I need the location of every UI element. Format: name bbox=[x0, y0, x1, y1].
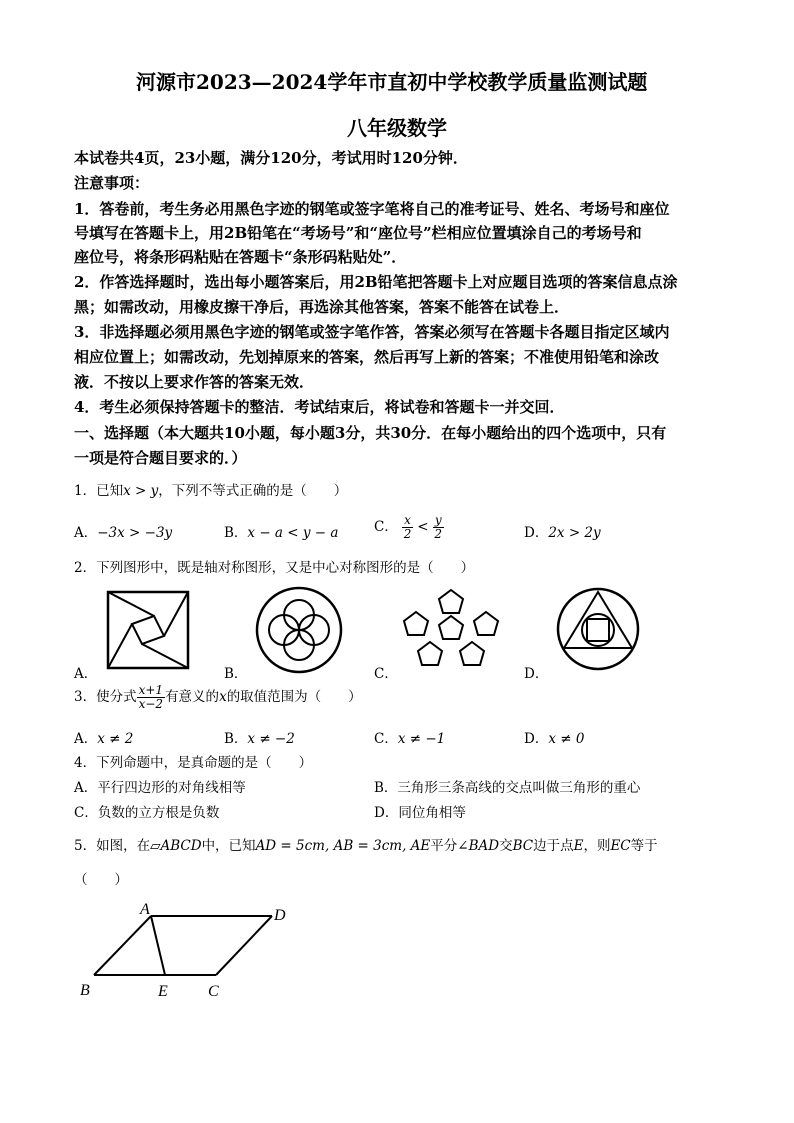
edge-ab bbox=[94, 916, 151, 975]
page-title: 河源市2023—2024学年市直初中学校教学质量监测试题 bbox=[136, 70, 648, 94]
q2-figure-d bbox=[555, 586, 641, 672]
q1-option-b: B．x − a < y − a bbox=[224, 525, 339, 541]
question-4-stem: 4．下列命题中，是真命题的是（ ） bbox=[74, 755, 313, 771]
q2-figure-c bbox=[402, 586, 500, 670]
question-3-stem: 3．使分式 $\frac{x+1}{x-2}$ 有意义的x的取值范围为（ ） bbox=[74, 683, 362, 711]
question-5-stem: 5．如图，在▱ABCD中，已知AD = 5cm, AB = 3cm, AE平分∠BAD交BC边于点E，则EC等于 bbox=[74, 838, 658, 854]
q4-option-a: A．平行四边形的对角线相等 bbox=[74, 780, 246, 796]
q3-option-d: D．x ≠ 0 bbox=[524, 731, 585, 747]
section-heading: 一、选择题（本大题共10小题，每小题3分，共30分．在每小题给出的四个选项中，只有 bbox=[74, 424, 667, 442]
label-e: E bbox=[158, 983, 168, 1000]
question-1-stem: 1．已知x > y，下列不等式正确的是（ ） bbox=[74, 483, 348, 499]
segment-ae bbox=[151, 916, 165, 975]
question-2-stem: 2．下列图形中，既是轴对称图形，又是中心对称图形的是（ ） bbox=[74, 560, 475, 576]
q3-option-a: A．x ≠ 2 bbox=[74, 731, 134, 747]
note-line: 4．考生必须保持答题卡的整洁．考试结束后，将试卷和答题卡一并交回． bbox=[74, 398, 565, 416]
q5-answer-blank: （ ） bbox=[74, 872, 128, 888]
edge-dc bbox=[216, 916, 272, 975]
section-heading: 一项是符合题目要求的．） bbox=[74, 449, 247, 467]
q4-option-d: D．同位角相等 bbox=[374, 805, 466, 821]
q1-option-d: D．2x > 2y bbox=[524, 525, 601, 541]
note-line: 相应位置上；如需改动，先划掉原来的答案，然后再写上新的答案；不准使用铅笔和涂改 bbox=[74, 348, 660, 366]
q2-label-b: B． bbox=[224, 666, 248, 682]
label-a: A bbox=[140, 901, 150, 918]
note-line: 液．不按以上要求作答的答案无效． bbox=[74, 373, 315, 391]
q5-parallelogram-figure bbox=[76, 896, 296, 1006]
note-line: 2．作答选择题时，选出每小题答案后，用2B铅笔把答题卡上对应题目选项的答案信息点涂 bbox=[74, 273, 678, 291]
note-line: 3．非选择题必须用黑色字迹的钢笔或签字笔作答，答案必须写在答题卡各题目指定区域内 bbox=[74, 323, 670, 341]
notice-heading: 注意事项： bbox=[74, 174, 150, 192]
label-c: C bbox=[208, 983, 219, 1000]
q2-figure-b bbox=[254, 585, 344, 675]
note-line: 号填写在答题卡上，用2B铅笔在“考场号”和“座位号”栏相应位置填涂自己的考场号和 bbox=[74, 224, 642, 242]
note-line: 1．答卷前，考生务必用黑色字迹的钢笔或签字笔将自己的准考证号、姓名、考场号和座位 bbox=[74, 200, 670, 218]
note-line: 黑；如需改动，用橡皮擦干净后，再选涂其他答案，答案不能答在试卷上． bbox=[74, 298, 570, 316]
q2-label-d: D． bbox=[524, 666, 549, 682]
label-d: D bbox=[274, 907, 286, 924]
note-line: 座位号，将条形码粘贴在答题卡“条形码粘贴处”． bbox=[74, 248, 407, 266]
q1-option-a: A．−3x > −3y bbox=[74, 525, 173, 541]
q2-label-c: C． bbox=[374, 666, 398, 682]
q3-option-c: C．x ≠ −1 bbox=[374, 731, 446, 747]
q4-option-c: C．负数的立方根是负数 bbox=[74, 805, 220, 821]
q3-option-b: B．x ≠ −2 bbox=[224, 731, 295, 747]
q1-option-c: C． $\frac{x}{2}$ < $\frac{y}{2}$ bbox=[374, 513, 443, 541]
q4-option-b: B．三角形三条高线的交点叫做三角形的重心 bbox=[374, 780, 641, 796]
page-subtitle: 八年级数学 bbox=[347, 116, 447, 140]
intro-line: 本试卷共4页，23小题，满分120分，考试用时120分钟． bbox=[74, 149, 468, 167]
label-b: B bbox=[80, 982, 90, 999]
q2-label-a: A． bbox=[74, 666, 98, 682]
q2-figure-a bbox=[106, 590, 190, 670]
